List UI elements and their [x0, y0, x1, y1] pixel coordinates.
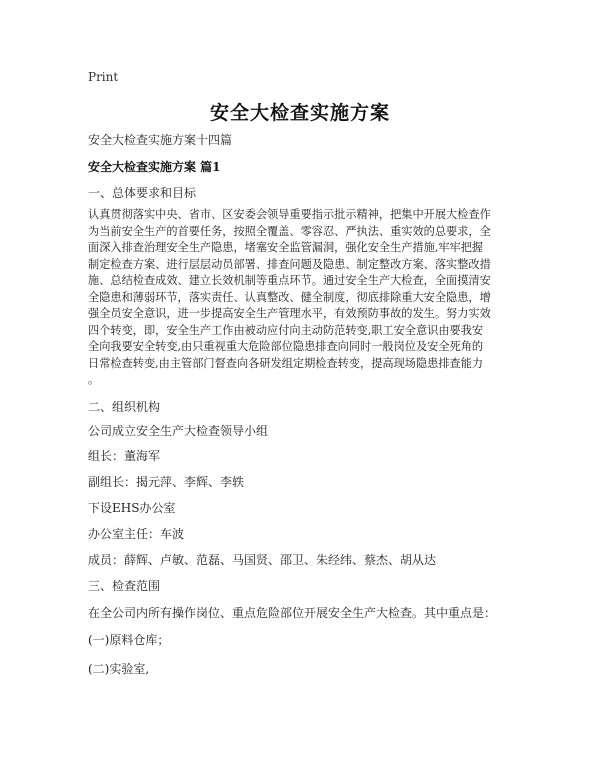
paragraph-line: 四个转变，即，安全生产工作由被动应付向主动防范转变,职工安全意识由要我安: [88, 323, 484, 337]
scope-item-2: (二)实验室,: [88, 662, 150, 676]
page-title: 安全大检查实施方案: [209, 102, 390, 124]
org-lead-group: 公司成立安全生产大检查领导小组: [88, 424, 269, 438]
part1-paragraph: [88, 207, 518, 389]
paragraph-line: 。: [88, 373, 100, 386]
paragraph-line: 施、总结检查成效、建立长效机制等重点环节。通过安全生产大检查，全面摸清安: [88, 274, 491, 287]
part1-heading: 一、总体要求和目标: [88, 186, 197, 200]
org-office-director: 办公室主任：车波: [88, 527, 185, 541]
org-office: 下设EHS办公室: [88, 501, 176, 515]
paragraph-line: 面深入排查治理安全生产隐患，堵塞安全监管漏洞，强化安全生产措施,牢牢把握: [88, 241, 484, 254]
part2-heading: 二、组织机构: [88, 400, 161, 414]
print-label: Print: [88, 70, 119, 84]
paragraph-line: 全隐患和薄弱环节，落实责任、认真整改、健全制度，彻底排除重大安全隐患，增: [88, 290, 491, 304]
org-vice-leaders: 副组长：揭元萍、李辉、李轶: [88, 475, 245, 489]
section-heading: 安全大检查实施方案 篇1: [88, 160, 221, 174]
paragraph-line: 强全员安全意识，进一步提高安全生产管理水平，有效预防事故的发生。努力实效: [88, 307, 491, 320]
document-subtitle: 安全大检查实施方案十四篇: [88, 133, 233, 147]
org-members: 成员：薛辉、卢敏、范磊、马国贤、邵卫、朱经纬、蔡杰、胡从达: [88, 553, 437, 567]
paragraph-line: 认真贯彻落实中央、省市、区安委会领导重要指示批示精神，把集中开展大检查作: [88, 208, 491, 221]
paragraph-line: 为当前安全生产的首要任务，按照全覆盖、零容忍、严执法、重实效的总要求，全: [88, 224, 491, 238]
part3-heading: 三、检查范围: [88, 579, 161, 593]
paragraph-line: 日常检查转变,由主管部门督查向各研发组定期检查转变，提高现场隐患排查能力: [88, 356, 484, 370]
org-leader: 组长：董海军: [88, 449, 161, 463]
scope-text: 在全公司内所有操作岗位、重点危险部位开展安全生产大检查。其中重点是：: [88, 606, 497, 620]
paragraph-line: 全向我要安全转变,由只重视重大危险部位隐患排查向同时一般岗位及安全死角的: [88, 340, 484, 353]
scope-item-1: (一)原料仓库；: [88, 633, 170, 647]
paragraph-line: 制定检查方案、进行层层动员部署、排查问题及隐患、制定整改方案、落实整改措: [88, 257, 491, 271]
